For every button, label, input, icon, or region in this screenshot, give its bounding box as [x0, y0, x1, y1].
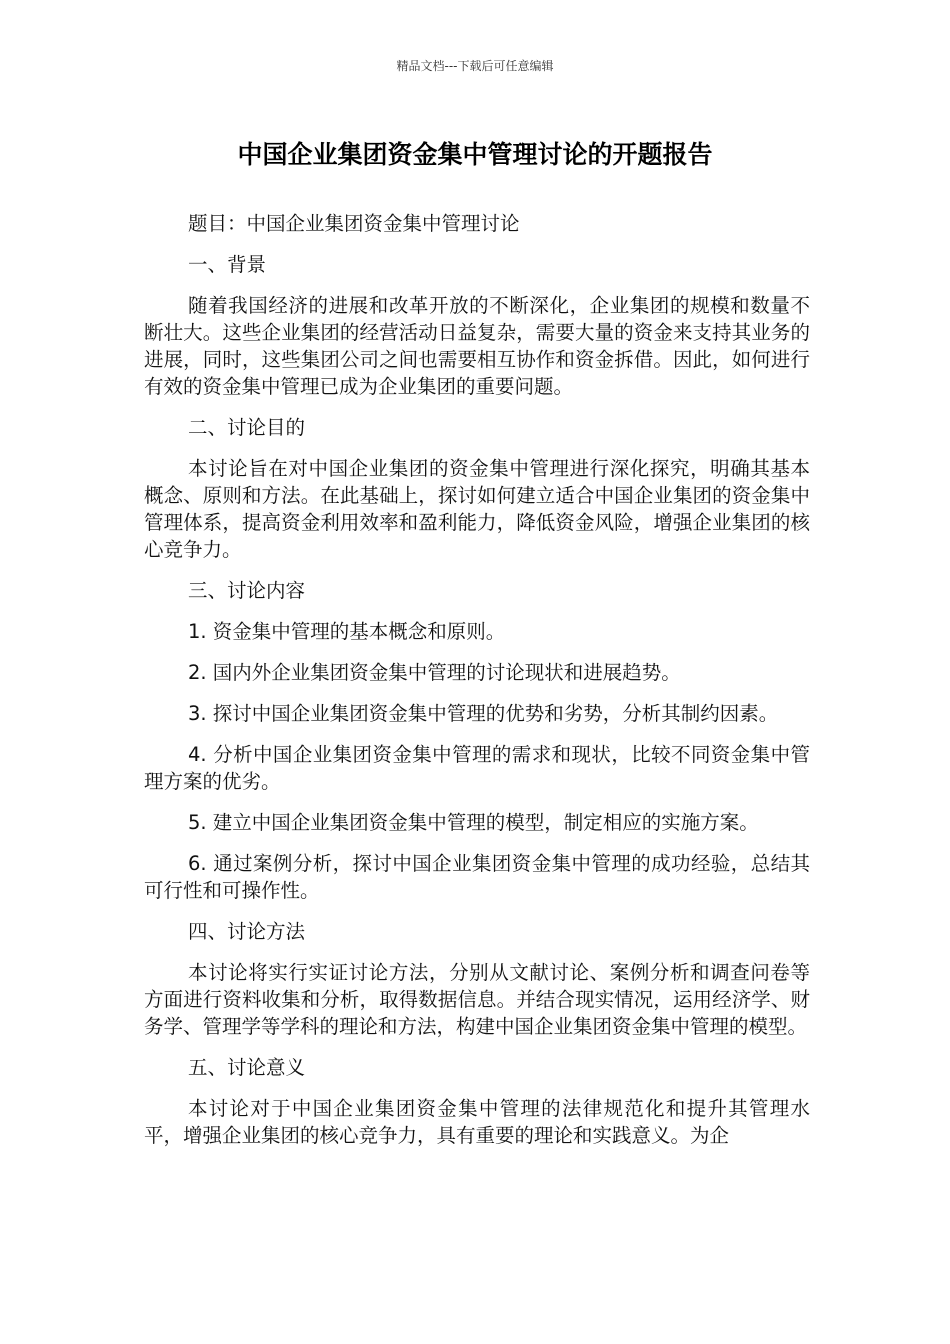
content-item-4: 4. 分析中国企业集团资金集中管理的需求和现状，比较不同资金集中管理方案的优劣。: [144, 743, 810, 793]
section-heading-purpose: 二、讨论目的: [188, 416, 306, 439]
content-item-6: 6. 通过案例分析，探讨中国企业集团资金集中管理的成功经验，总结其可行性和可操作性。: [144, 852, 810, 902]
section-heading-content: 三、讨论内容: [188, 579, 306, 602]
content-item-3: 3. 探讨中国企业集团资金集中管理的优势和劣势，分析其制约因素。: [188, 702, 779, 725]
method-paragraph: 本讨论将实行实证讨论方法，分别从文献讨论、案例分析和调查问卷等方面进行资料收集和分析，取得数据信息。并结合现实情况，运用经济学、财务学、管理学等学科的理论和方法，构建中国企业集团资金集中管理的模型。: [144, 961, 810, 1038]
section-heading-method: 四、讨论方法: [188, 920, 306, 943]
content-item-1: 1. 资金集中管理的基本概念和原则。: [188, 620, 506, 643]
section-heading-significance: 五、讨论意义: [188, 1056, 306, 1079]
topic-line: 题目：中国企业集团资金集中管理讨论: [188, 212, 520, 235]
header-note: 精品文档---下载后可任意编辑: [396, 59, 554, 73]
section-heading-background: 一、背景: [188, 253, 267, 276]
document-body: [144, 210, 810, 1163]
content-item-2: 2. 国内外企业集团资金集中管理的讨论现状和进展趋势。: [188, 661, 681, 684]
document-title: 中国企业集团资金集中管理讨论的开题报告: [237, 140, 713, 169]
content-item-5: 5. 建立中国企业集团资金集中管理的模型，制定相应的实施方案。: [188, 811, 759, 834]
purpose-paragraph: 本讨论旨在对中国企业集团的资金集中管理进行深化探究，明确其基本概念、原则和方法。在此基础上，探讨如何建立适合中国企业集团的资金集中管理体系，提高资金利用效率和盈利能力，降低资金风险，增强企业集团的核心竞争力。: [144, 457, 810, 561]
significance-paragraph: 本讨论对于中国企业集团资金集中管理的法律规范化和提升其管理水平，增强企业集团的核心竞争力，具有重要的理论和实践意义。为企: [144, 1097, 810, 1147]
background-paragraph: 随着我国经济的进展和改革开放的不断深化，企业集团的规模和数量不断壮大。这些企业集团的经营活动日益复杂，需要大量的资金来支持其业务的进展，同时，这些集团公司之间也需要相互协作和资金拆借。因此，如何进行有效的资金集中管理已成为企业集团的重要问题。: [144, 294, 810, 398]
